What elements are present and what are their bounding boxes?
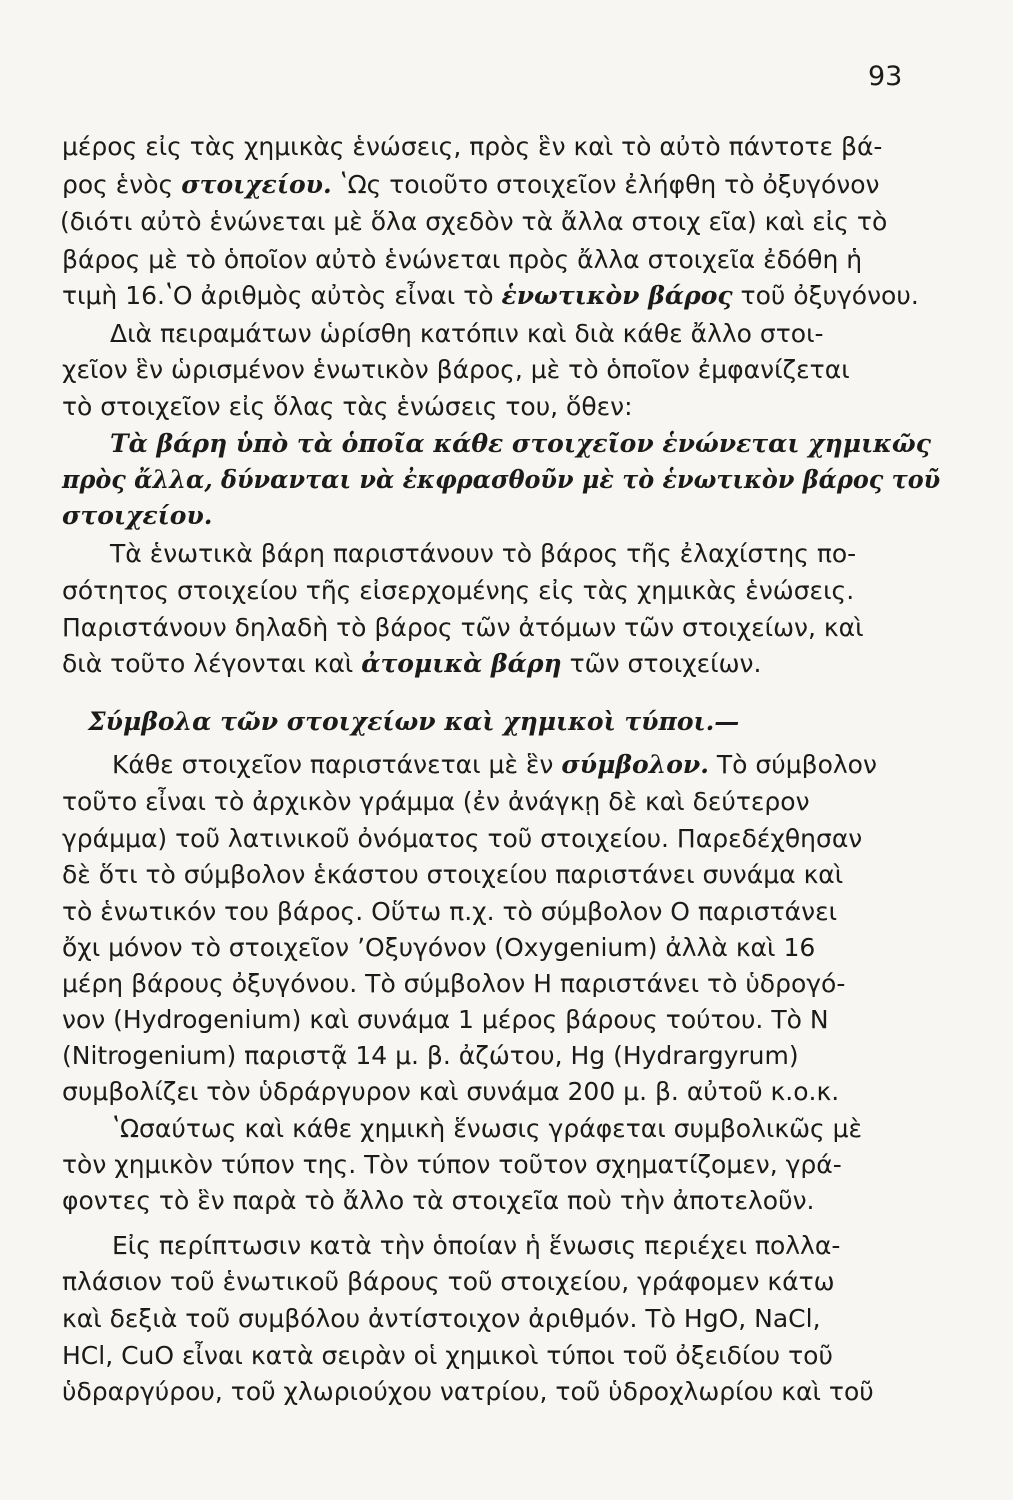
text-line: μέρη βάρους ὀξυγόνου. Τὸ σύμβολον Η παριστάνει τὸ ὑδρογό- — [62, 969, 846, 998]
text-line: γράμμα) τοῦ λατινικοῦ ὀνόματος τοῦ στοιχείου. Παρεδέχθησαν — [62, 824, 863, 853]
text-line: δὲ ὅτι τὸ σύμβολον ἑκάστου στοιχείου παριστάνει συνάμα καὶ — [62, 860, 844, 889]
text-line: (Nitrogenium) παριστᾷ 14 μ. β. ἀζώτου, Hg (Hydrargyrum) — [62, 1041, 799, 1070]
text-line: Διὰ πειραμάτων ὡρίσθη κατόπιν καὶ διὰ κάθε ἄλλο στοι- — [110, 319, 824, 348]
rule-italic-line: πρὸς ἄλλα, δύνανται νὰ ἐκφρασθοῦν μὲ τὸ ἑνωτικὸν βάρος τοῦ — [62, 465, 941, 494]
text-line: ρος ἑνὸς στοιχείου. ʽΩς τοιοῦτο στοιχεῖον ἐλήφθη τὸ ὀξυγόνον — [62, 170, 880, 199]
text-line: ὑδραργύρου, τοῦ χλωριούχου νατρίου, τοῦ ὑδροχλωρίου καὶ τοῦ — [62, 1377, 874, 1406]
text-line: μέρος εἰς τὰς χημικὰς ἑνώσεις, πρὸς ἓν καὶ τὸ αὐτὸ πάντοτε βά- — [62, 132, 883, 161]
text-line: Παριστάνουν δηλαδὴ τὸ βάρος τῶν ἀτόμων τῶν στοιχείων, καὶ — [62, 613, 864, 642]
text-line: τὸ ἑνωτικόν του βάρος. Οὕτω π.χ. τὸ σύμβολον Ο παριστάνει — [62, 897, 838, 926]
text-line: νον (Hydrogenium) καὶ συνάμα 1 μέρος βάρους τούτου. Τὸ Ν — [62, 1005, 829, 1034]
text-line: σότητος στοιχείου τῆς εἰσερχομένης εἰς τὰς χημικὰς ἑνώσεις. — [62, 576, 855, 605]
text-line: Εἰς περίπτωσιν κατὰ τὴν ὁποίαν ἡ ἕνωσις περιέχει πολλα- — [112, 1231, 841, 1260]
text-line: τιμὴ 16.ʽΟ ἀριθμὸς αὐτὸς εἶναι τὸ ἑνωτικὸν βάρος τοῦ ὀξυγόνου. — [62, 281, 919, 310]
text-line: Τὰ ἑνωτικὰ βάρη παριστάνουν τὸ βάρος τῆς ἐλαχίστης πο- — [110, 539, 857, 568]
text-line: τὸ στοιχεῖον εἰς ὅλας τὰς ἑνώσεις του, ὅθεν: — [62, 392, 633, 421]
text-line: διὰ τοῦτο λέγονται καὶ ἀτομικὰ βάρη τῶν στοιχείων. — [62, 649, 762, 678]
text-line: συμβολίζει τὸν ὑδράργυρον καὶ συνάμα 200 μ. β. αὐτοῦ κ.ο.κ. — [62, 1077, 840, 1106]
text-line: βάρος μὲ τὸ ὁποῖον αὐτὸ ἑνώνεται πρὸς ἄλλα στοιχεῖα ἐδόθη ἡ — [62, 245, 863, 274]
rule-italic-line: Τὰ βάρη ὑπὸ τὰ ὁποῖα κάθε στοιχεῖον ἑνώνεται χημικῶς — [110, 429, 931, 458]
text-line: (διότι αὐτὸ ἑνώνεται μὲ ὅλα σχεδὸν τὰ ἄλλα στοιχ εῖα) καὶ εἰς τὸ — [60, 207, 888, 236]
text-line: HCl, CuO εἶναι κατὰ σειρὰν οἱ χημικοὶ τύποι τοῦ ὀξειδίου τοῦ — [62, 1341, 833, 1370]
rule-italic-line: στοιχείου. — [62, 501, 213, 530]
text-line: πλάσιον τοῦ ἑνωτικοῦ βάρους τοῦ στοιχείου, γράφομεν κάτω — [62, 1267, 835, 1296]
text-line: ʽΩσαύτως καὶ κάθε χημικὴ ἕνωσις γράφεται συμβολικῶς μὲ — [112, 1114, 863, 1143]
text-line: Κάθε στοιχεῖον παριστάνεται μὲ ἓν σύμβολον. Τὸ σύμβολον — [112, 750, 877, 779]
section-heading: Σύμβολα τῶν στοιχείων καὶ χημικοὶ τύποι.— — [88, 707, 740, 736]
text-line: τὸν χημικὸν τύπον της. Τὸν τύπον τοῦτον σχηματίζομεν, γρά- — [62, 1150, 842, 1179]
text-line: τοῦτο εἶναι τὸ ἀρχικὸν γράμμα (ἐν ἀνάγκῃ δὲ καὶ δεύτερον — [62, 787, 810, 816]
text-line: φοντες τὸ ἓν παρὰ τὸ ἄλλο τὰ στοιχεῖα ποὺ τὴν ἀποτελοῦν. — [62, 1186, 815, 1215]
page-number: 93 — [868, 61, 903, 92]
text-line: ὄχι μόνον τὸ στοιχεῖον ʼΟξυγόνον (Oxygenium) ἀλλὰ καὶ 16 — [62, 933, 816, 962]
text-line: καὶ δεξιὰ τοῦ συμβόλου ἀντίστοιχον ἀριθμόν. Τὸ HgO, NaCl, — [62, 1304, 821, 1333]
text-line: χεῖον ἓν ὡρισμένον ἑνωτικὸν βάρος, μὲ τὸ ὁποῖον ἐμφανίζεται — [62, 355, 850, 384]
